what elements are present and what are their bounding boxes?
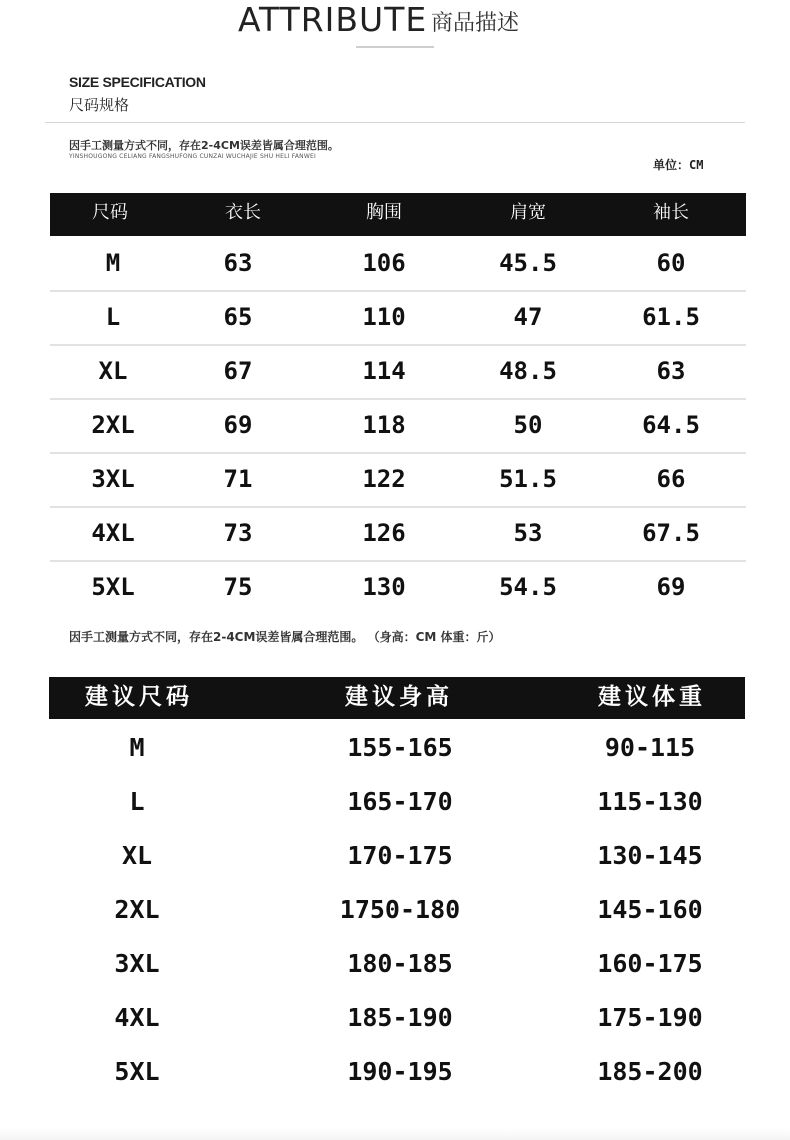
recommend-size-cell: XL (121, 841, 153, 870)
title-underline (356, 46, 434, 48)
table-row (49, 831, 745, 885)
recommend-size-cell: 3XL (114, 949, 160, 978)
recommend-height-cell: 185-190 (347, 1003, 453, 1032)
shoulder-cell: 50 (513, 411, 543, 439)
recommend-height-cell: 1750-180 (339, 895, 461, 924)
recommend-weight-cell: 130-145 (597, 841, 703, 870)
sleeve-cell: 69 (656, 573, 686, 601)
size-table-header-cell: 袖长 (653, 202, 689, 223)
table-row (50, 238, 746, 292)
recommend-table-header-cell: 建议体重 (598, 684, 706, 710)
recommend-table-header (49, 677, 745, 719)
recommend-height-cell: 155-165 (347, 733, 453, 762)
unit-label: 单位：CM (653, 158, 704, 172)
recommend-size-cell: L (129, 787, 145, 816)
size-cell: 2XL (91, 411, 135, 439)
recommend-size-cell: 5XL (114, 1057, 160, 1086)
attribute-title-cn: 商品描述 (431, 11, 520, 36)
shoulder-cell: 48.5 (499, 357, 557, 385)
recommend-height-cell: 165-170 (347, 787, 453, 816)
table-row (49, 993, 745, 1047)
recommend-height-cell: 180-185 (347, 949, 453, 978)
table-row (50, 346, 746, 400)
sleeve-cell: 60 (656, 249, 686, 277)
recommend-table-header-cell: 建议尺码 (85, 684, 193, 710)
table-row (50, 292, 746, 346)
recommend-height-cell: 190-195 (347, 1057, 453, 1086)
shoulder-cell: 51.5 (499, 465, 557, 493)
table-row (50, 400, 746, 454)
table-row (49, 939, 745, 993)
chest-cell: 118 (362, 411, 406, 439)
chest-cell: 122 (362, 465, 406, 493)
length-cell: 73 (223, 519, 253, 547)
table-row (49, 885, 745, 939)
size-table-header-cell: 衣长 (225, 202, 261, 223)
length-cell: 69 (223, 411, 253, 439)
shoulder-cell: 53 (513, 519, 543, 547)
sleeve-cell: 66 (656, 465, 686, 493)
table-row (50, 508, 746, 562)
length-cell: 75 (223, 573, 253, 601)
section-divider (45, 122, 745, 123)
size-cell: 4XL (91, 519, 135, 547)
shoulder-cell: 54.5 (499, 573, 557, 601)
recommend-weight-cell: 90-115 (604, 733, 696, 762)
attribute-title-en: ATTRIBUTE (238, 0, 428, 39)
bottom-edge (0, 1128, 790, 1140)
size-cell: 3XL (91, 465, 135, 493)
table-row (49, 723, 745, 777)
measurement-note: 因手工测量方式不同，存在2-4CM误差皆属合理范围。 (69, 139, 339, 152)
recommend-weight-cell: 185-200 (597, 1057, 703, 1086)
size-cell: M (105, 249, 121, 277)
size-cell: L (105, 303, 121, 331)
chest-cell: 114 (362, 357, 406, 385)
size-cell: 5XL (91, 573, 135, 601)
size-table-header (50, 193, 746, 236)
recommend-table-header-cell: 建议身高 (345, 684, 453, 710)
recommend-weight-cell: 145-160 (597, 895, 703, 924)
recommend-size-cell: 4XL (114, 1003, 160, 1032)
length-cell: 63 (223, 249, 253, 277)
table-row (50, 454, 746, 508)
sleeve-cell: 67.5 (642, 519, 700, 547)
size-cell: XL (98, 357, 128, 385)
chest-cell: 110 (362, 303, 406, 331)
sleeve-cell: 61.5 (642, 303, 700, 331)
size-table-header-cell: 肩宽 (510, 202, 546, 223)
recommend-size-cell: M (129, 733, 145, 762)
table-row (50, 562, 746, 616)
table-row (49, 1047, 745, 1101)
length-cell: 67 (223, 357, 253, 385)
chest-cell: 126 (362, 519, 406, 547)
size-spec-label-en: SIZE SPECIFICATION (69, 74, 206, 90)
table-row (49, 777, 745, 831)
size-spec-label-cn: 尺码规格 (69, 96, 130, 114)
attribute-header (0, 0, 790, 40)
recommend-height-cell: 170-175 (347, 841, 453, 870)
recommend-size-cell: 2XL (114, 895, 160, 924)
measurement-note-pinyin: YINSHOUGONG CELIANG FANGSHUFONG CUNZAI WUCHAJIE SHU HELI FANWEI (69, 153, 316, 160)
recommend-note: 因手工测量方式不同，存在2-4CM误差皆属合理范围。 （身高：CM 体重：斤） (69, 630, 501, 644)
recommend-weight-cell: 115-130 (597, 787, 703, 816)
size-table-header-cell: 尺码 (92, 202, 128, 223)
recommend-weight-cell: 175-190 (597, 1003, 703, 1032)
length-cell: 65 (223, 303, 253, 331)
sleeve-cell: 64.5 (642, 411, 700, 439)
shoulder-cell: 47 (513, 303, 543, 331)
shoulder-cell: 45.5 (499, 249, 557, 277)
sleeve-cell: 63 (656, 357, 686, 385)
recommend-weight-cell: 160-175 (597, 949, 703, 978)
chest-cell: 106 (362, 249, 406, 277)
length-cell: 71 (223, 465, 253, 493)
chest-cell: 130 (362, 573, 406, 601)
size-table-header-cell: 胸围 (366, 202, 402, 223)
